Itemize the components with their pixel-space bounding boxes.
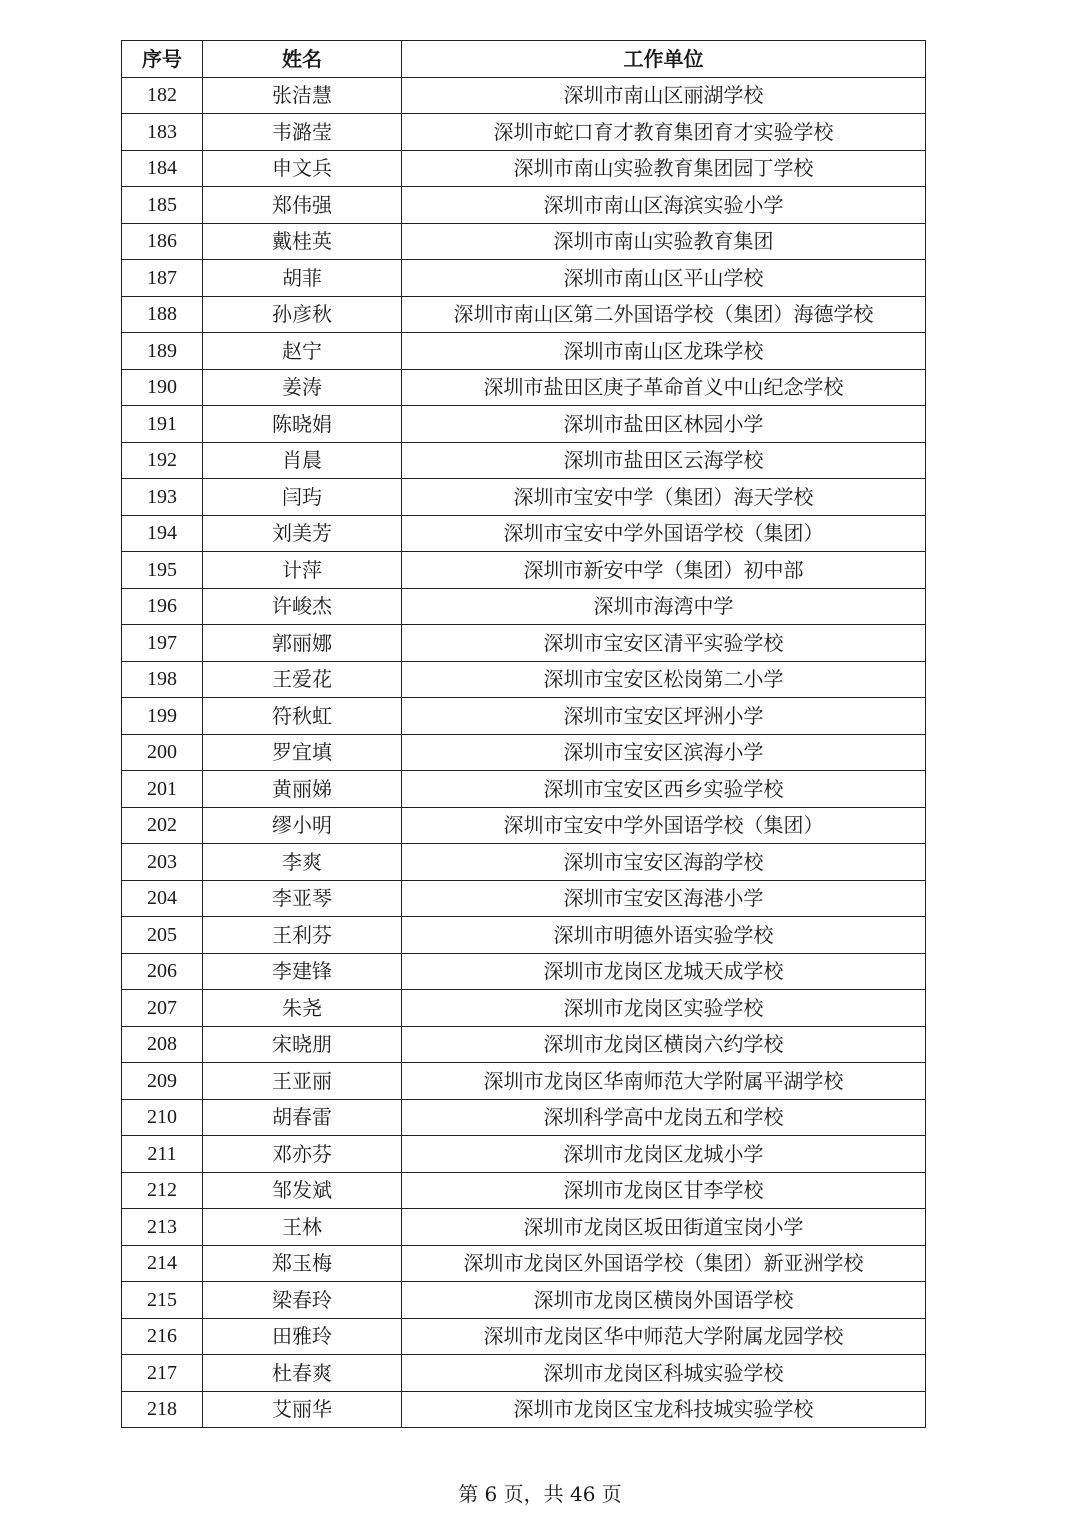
cell-unit: 深圳市宝安区西乡实验学校 <box>402 771 926 808</box>
cell-seq: 197 <box>122 625 203 662</box>
cell-name: 田雅玲 <box>203 1318 402 1355</box>
table-row <box>122 661 926 698</box>
cell-name: 李亚琴 <box>203 880 402 917</box>
table-body <box>122 77 926 1428</box>
cell-unit: 深圳市新安中学（集团）初中部 <box>402 552 926 589</box>
cell-seq: 186 <box>122 223 203 260</box>
cell-name: 李建锋 <box>203 953 402 990</box>
table-row <box>122 625 926 662</box>
roster-table <box>121 40 926 1428</box>
cell-unit: 深圳科学高中龙岗五和学校 <box>402 1099 926 1136</box>
cell-name: 罗宜填 <box>203 734 402 771</box>
table-row <box>122 734 926 771</box>
table-row <box>122 77 926 114</box>
table-row <box>122 1355 926 1392</box>
cell-seq: 196 <box>122 588 203 625</box>
table-row <box>122 844 926 881</box>
cell-seq: 206 <box>122 953 203 990</box>
cell-seq: 182 <box>122 77 203 114</box>
cell-name: 邓亦芬 <box>203 1136 402 1173</box>
cell-seq: 208 <box>122 1026 203 1063</box>
cell-name: 赵宁 <box>203 333 402 370</box>
table-row <box>122 588 926 625</box>
table-row <box>122 1245 926 1282</box>
cell-unit: 深圳市龙岗区华中师范大学附属龙园学校 <box>402 1318 926 1355</box>
table-row <box>122 1391 926 1428</box>
cell-name: 许峻杰 <box>203 588 402 625</box>
table-row <box>122 406 926 443</box>
cell-unit: 深圳市宝安区松岗第二小学 <box>402 661 926 698</box>
cell-unit: 深圳市龙岗区龙城小学 <box>402 1136 926 1173</box>
cell-seq: 216 <box>122 1318 203 1355</box>
table-row <box>122 1209 926 1246</box>
cell-name: 缪小明 <box>203 807 402 844</box>
cell-seq: 187 <box>122 260 203 297</box>
cell-unit: 深圳市宝安中学外国语学校（集团） <box>402 515 926 552</box>
table-row <box>122 771 926 808</box>
table-row <box>122 1099 926 1136</box>
header-unit: 工作单位 <box>402 41 926 78</box>
table-row <box>122 114 926 151</box>
cell-name: 胡菲 <box>203 260 402 297</box>
cell-name: 杜春爽 <box>203 1355 402 1392</box>
table-row <box>122 296 926 333</box>
table-row <box>122 953 926 990</box>
cell-unit: 深圳市南山区平山学校 <box>402 260 926 297</box>
cell-seq: 211 <box>122 1136 203 1173</box>
cell-unit: 深圳市宝安中学外国语学校（集团） <box>402 807 926 844</box>
cell-seq: 212 <box>122 1172 203 1209</box>
cell-name: 朱尧 <box>203 990 402 1027</box>
cell-unit: 深圳市龙岗区横岗外国语学校 <box>402 1282 926 1319</box>
cell-unit: 深圳市南山区龙珠学校 <box>402 333 926 370</box>
table-row <box>122 260 926 297</box>
cell-seq: 193 <box>122 479 203 516</box>
cell-name: 姜涛 <box>203 369 402 406</box>
cell-unit: 深圳市南山区丽湖学校 <box>402 77 926 114</box>
table-row <box>122 917 926 954</box>
cell-unit: 深圳市龙岗区甘李学校 <box>402 1172 926 1209</box>
cell-unit: 深圳市宝安中学（集团）海天学校 <box>402 479 926 516</box>
cell-name: 刘美芳 <box>203 515 402 552</box>
cell-seq: 215 <box>122 1282 203 1319</box>
cell-unit: 深圳市龙岗区龙城天成学校 <box>402 953 926 990</box>
cell-name: 计萍 <box>203 552 402 589</box>
cell-seq: 201 <box>122 771 203 808</box>
cell-unit: 深圳市明德外语实验学校 <box>402 917 926 954</box>
cell-seq: 199 <box>122 698 203 735</box>
table-row <box>122 333 926 370</box>
cell-unit: 深圳市宝安区坪洲小学 <box>402 698 926 735</box>
cell-unit: 深圳市蛇口育才教育集团育才实验学校 <box>402 114 926 151</box>
cell-seq: 210 <box>122 1099 203 1136</box>
table-row <box>122 515 926 552</box>
cell-name: 王利芬 <box>203 917 402 954</box>
cell-name: 孙彦秋 <box>203 296 402 333</box>
cell-name: 宋晓朋 <box>203 1026 402 1063</box>
cell-name: 艾丽华 <box>203 1391 402 1428</box>
page-footer: 第 6 页，共 46 页 <box>458 1482 622 1506</box>
cell-seq: 209 <box>122 1063 203 1100</box>
cell-seq: 203 <box>122 844 203 881</box>
table-row <box>122 187 926 224</box>
cell-unit: 深圳市南山实验教育集团 <box>402 223 926 260</box>
cell-name: 陈晓娟 <box>203 406 402 443</box>
cell-unit: 深圳市宝安区清平实验学校 <box>402 625 926 662</box>
table-row <box>122 880 926 917</box>
cell-unit: 深圳市南山实验教育集团园丁学校 <box>402 150 926 187</box>
cell-unit: 深圳市盐田区庚子革命首义中山纪念学校 <box>402 369 926 406</box>
cell-name: 肖晨 <box>203 442 402 479</box>
cell-name: 郑伟强 <box>203 187 402 224</box>
table-row <box>122 479 926 516</box>
table-row <box>122 369 926 406</box>
cell-seq: 204 <box>122 880 203 917</box>
cell-seq: 200 <box>122 734 203 771</box>
cell-seq: 190 <box>122 369 203 406</box>
cell-seq: 217 <box>122 1355 203 1392</box>
cell-seq: 214 <box>122 1245 203 1282</box>
header-seq: 序号 <box>122 41 203 78</box>
cell-name: 闫玙 <box>203 479 402 516</box>
cell-unit: 深圳市宝安区海港小学 <box>402 880 926 917</box>
cell-unit: 深圳市龙岗区实验学校 <box>402 990 926 1027</box>
cell-name: 梁春玲 <box>203 1282 402 1319</box>
cell-seq: 207 <box>122 990 203 1027</box>
cell-seq: 198 <box>122 661 203 698</box>
table-row <box>122 990 926 1027</box>
cell-seq: 213 <box>122 1209 203 1246</box>
cell-unit: 深圳市龙岗区外国语学校（集团）新亚洲学校 <box>402 1245 926 1282</box>
table-row <box>122 150 926 187</box>
cell-seq: 185 <box>122 187 203 224</box>
cell-name: 符秋虹 <box>203 698 402 735</box>
cell-unit: 深圳市龙岗区坂田街道宝岗小学 <box>402 1209 926 1246</box>
cell-name: 王林 <box>203 1209 402 1246</box>
cell-unit: 深圳市宝安区滨海小学 <box>402 734 926 771</box>
cell-seq: 218 <box>122 1391 203 1428</box>
cell-seq: 194 <box>122 515 203 552</box>
cell-seq: 191 <box>122 406 203 443</box>
cell-name: 胡春雷 <box>203 1099 402 1136</box>
cell-name: 韦潞莹 <box>203 114 402 151</box>
table-row <box>122 1063 926 1100</box>
table-row <box>122 1318 926 1355</box>
cell-seq: 195 <box>122 552 203 589</box>
table-row <box>122 1282 926 1319</box>
cell-name: 王亚丽 <box>203 1063 402 1100</box>
cell-unit: 深圳市海湾中学 <box>402 588 926 625</box>
cell-unit: 深圳市盐田区林园小学 <box>402 406 926 443</box>
cell-unit: 深圳市南山区海滨实验小学 <box>402 187 926 224</box>
header-name: 姓名 <box>203 41 402 78</box>
cell-seq: 205 <box>122 917 203 954</box>
cell-seq: 183 <box>122 114 203 151</box>
cell-seq: 192 <box>122 442 203 479</box>
cell-unit: 深圳市南山区第二外国语学校（集团）海德学校 <box>402 296 926 333</box>
table-row <box>122 442 926 479</box>
cell-seq: 189 <box>122 333 203 370</box>
cell-name: 邹发斌 <box>203 1172 402 1209</box>
cell-name: 申文兵 <box>203 150 402 187</box>
cell-unit: 深圳市龙岗区华南师范大学附属平湖学校 <box>402 1063 926 1100</box>
cell-seq: 184 <box>122 150 203 187</box>
cell-unit: 深圳市龙岗区横岗六约学校 <box>402 1026 926 1063</box>
cell-name: 郭丽娜 <box>203 625 402 662</box>
table-row <box>122 807 926 844</box>
cell-name: 戴桂英 <box>203 223 402 260</box>
table-row <box>122 552 926 589</box>
cell-unit: 深圳市宝安区海韵学校 <box>402 844 926 881</box>
cell-name: 黄丽娣 <box>203 771 402 808</box>
cell-seq: 188 <box>122 296 203 333</box>
table-row <box>122 223 926 260</box>
cell-seq: 202 <box>122 807 203 844</box>
table-row <box>122 1026 926 1063</box>
table-row <box>122 1172 926 1209</box>
table-row <box>122 698 926 735</box>
cell-name: 王爱花 <box>203 661 402 698</box>
cell-unit: 深圳市龙岗区宝龙科技城实验学校 <box>402 1391 926 1428</box>
cell-name: 郑玉梅 <box>203 1245 402 1282</box>
cell-unit: 深圳市龙岗区科城实验学校 <box>402 1355 926 1392</box>
table-row <box>122 1136 926 1173</box>
cell-name: 张洁慧 <box>203 77 402 114</box>
cell-unit: 深圳市盐田区云海学校 <box>402 442 926 479</box>
table-header-row <box>122 41 926 78</box>
cell-name: 李爽 <box>203 844 402 881</box>
